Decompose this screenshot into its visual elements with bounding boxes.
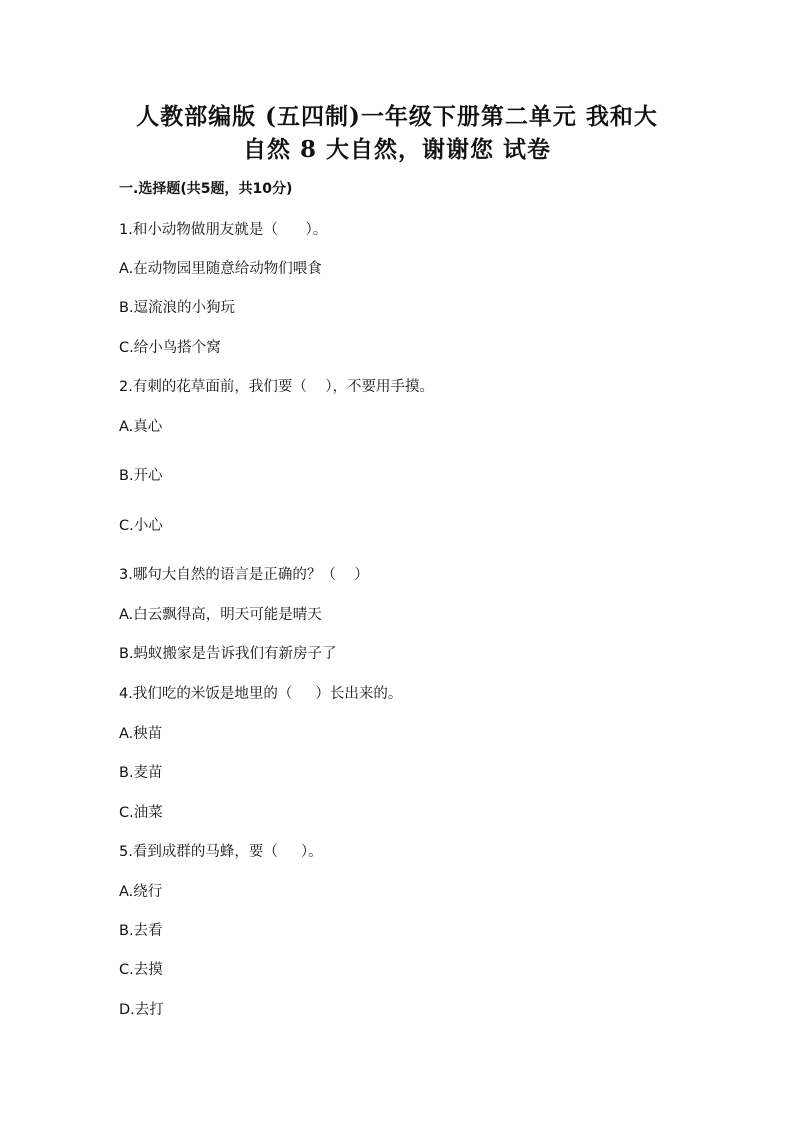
question-4-option-b: B.麦苗 <box>119 765 163 781</box>
question-2-option-b: B.开心 <box>119 468 163 484</box>
question-1-option-b: B.逗流浪的小狗玩 <box>119 300 236 316</box>
question-5-option-d: D.去打 <box>119 1002 164 1018</box>
question-5-option-a: A.绕行 <box>119 884 163 900</box>
document-title-line-1: 人教部编版 (五四制)一年级下册第二单元 我和大 <box>136 103 658 130</box>
section-heading: 一.选择题(共5题，共10分) <box>119 181 293 197</box>
question-3-option-a: A.白云飘得高，明天可能是晴天 <box>119 607 322 623</box>
question-5-stem: 5.看到成群的马蜂，要（ ）。 <box>119 844 323 860</box>
question-1-stem: 1.和小动物做朋友就是（ ）。 <box>119 222 328 238</box>
question-2-option-c: C.小心 <box>119 518 163 534</box>
question-2-option-a: A.真心 <box>119 419 163 435</box>
question-4-option-c: C.油菜 <box>119 805 163 821</box>
question-1-option-c: C.给小鸟搭个窝 <box>119 340 221 356</box>
question-3-option-b: B.蚂蚁搬家是告诉我们有新房子了 <box>119 646 337 662</box>
document-title-line-2: 自然 8 大自然，谢谢您 试卷 <box>242 136 552 163</box>
question-5-option-c: C.去摸 <box>119 962 163 978</box>
question-4-stem: 4.我们吃的米饭是地里的（ ）长出来的。 <box>119 686 403 702</box>
question-5-option-b: B.去看 <box>119 923 163 939</box>
question-3-stem: 3.哪句大自然的语言是正确的？（ ） <box>119 567 369 583</box>
question-2-stem: 2.有刺的花草面前，我们要（ ），不要用手摸。 <box>119 379 435 395</box>
question-4-option-a: A.秧苗 <box>119 726 163 742</box>
question-1-option-a: A.在动物园里随意给动物们喂食 <box>119 261 322 277</box>
